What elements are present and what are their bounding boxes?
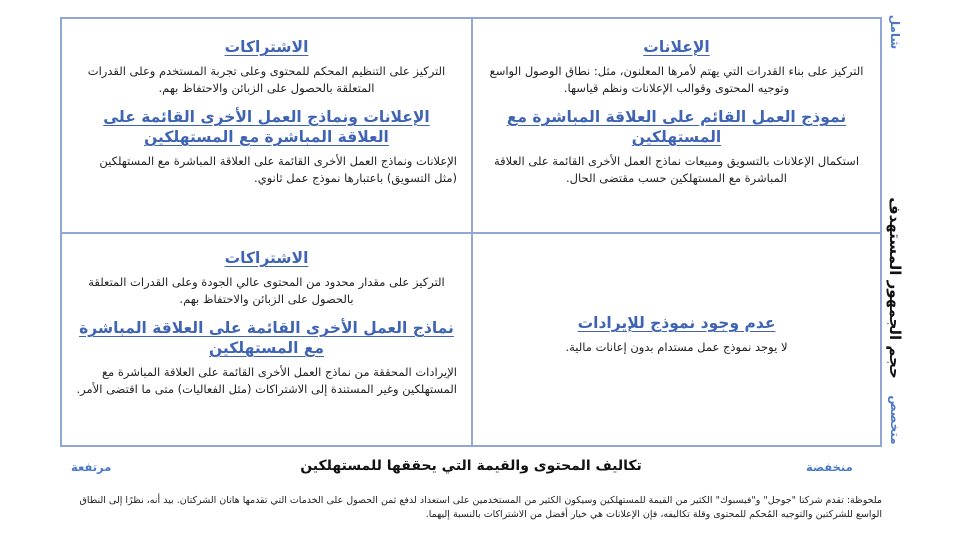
quadrant-subtitle: الإعلانات ونماذج العمل الأخرى القائمة على العلاقة المباشرة مع المستهلكين bbox=[103, 108, 430, 146]
quadrant-grid bbox=[60, 17, 882, 447]
footnote: ملحوظة: تقدم شركتا "جوجل" و"فيسبوك" الكثير من القيمة للمستهلكين وسيكون الكثير من المستخدمين على استعداد لدفع ثمن الحصول على الخدمات التي تقدمها هاتان الشركتان. بيد أنه، نظرًا إلى النطاق الواسع للشركتين والتوجيه المُحكم للمحتوى وقلة تكاليفه، فإن الإعلانات هي خيار أفضل من الاشتراكات بالنسبة إليهما. bbox=[79, 495, 882, 520]
quadrant-text: التركيز على بناء القدرات التي يهتم لأمرها المعلنون، مثل: نطاق الوصول الواسع وتوجيه المحتوى وقوالب الإعلانات ونظم قياسها. bbox=[489, 64, 864, 95]
quadrant-subtitle: نموذج العمل القائم على العلاقة المباشرة مع المستهلكين bbox=[506, 108, 847, 146]
quadrant-top-right bbox=[473, 19, 880, 232]
x-axis-title: تكاليف المحتوى والقيمة التي يحققها للمستهلكين bbox=[300, 458, 642, 474]
quadrant-subtext: الإيرادات المحققة من نماذج العمل الأخرى القائمة على العلاقة المباشرة مع المستهلكين وغير المستندة إلى الاشتراكات (مثل الفعاليات) متى ما اقتضى الأمر. bbox=[76, 365, 457, 396]
quadrant-top-left bbox=[62, 19, 471, 232]
quadrant-bottom-left bbox=[62, 234, 471, 445]
quadrant-title: الاشتراكات bbox=[224, 249, 309, 267]
y-axis-title-text: حجم الجمهور المستهدف bbox=[886, 197, 904, 379]
quadrant-title: الاشتراكات bbox=[224, 38, 309, 56]
quadrant-bottom-right bbox=[473, 234, 880, 445]
quadrant-text: لا يوجد نموذج عمل مستدام بدون إعانات مالية. bbox=[565, 340, 788, 354]
y-axis-bottom-label-text: متخصص bbox=[888, 395, 902, 445]
quadrant-text: التركيز على التنظيم المحكم للمحتوى وعلى تجربة المستخدم وعلى القدرات المتعلقة بالحصول على الزبائن والاحتفاظ بهم. bbox=[87, 64, 446, 95]
quadrant-title: عدم وجود نموذج للإيرادات bbox=[577, 314, 776, 332]
x-axis-right-label: منخفضة bbox=[806, 460, 853, 474]
quadrant-subtext: استكمال الإعلانات بالتسويق ومبيعات نماذج العمل الأخرى القائمة على العلاقة المباشرة مع المستهلكين حسب مقتضى الحال. bbox=[493, 154, 860, 185]
x-axis-left-label: مرتفعة bbox=[71, 460, 112, 474]
quadrant-subtext: الإعلانات ونماذج العمل الأخرى القائمة على العلاقة المباشرة مع المستهلكين (مثل التسويق) باعتبارها نموذج عمل ثانوي. bbox=[99, 154, 457, 185]
quadrant-subtitle: نماذج العمل الأخرى القائمة على العلاقة المباشرة مع المستهلكين bbox=[79, 319, 454, 357]
y-axis-top-label-text: شامل bbox=[888, 14, 902, 50]
quadrant-text: التركيز على مقدار محدود من المحتوى عالي الجودة وعلى القدرات المتعلقة بالحصول على الزبائن والاحتفاظ بهم. bbox=[88, 275, 445, 306]
quadrant-title: الإعلانات bbox=[643, 38, 710, 56]
